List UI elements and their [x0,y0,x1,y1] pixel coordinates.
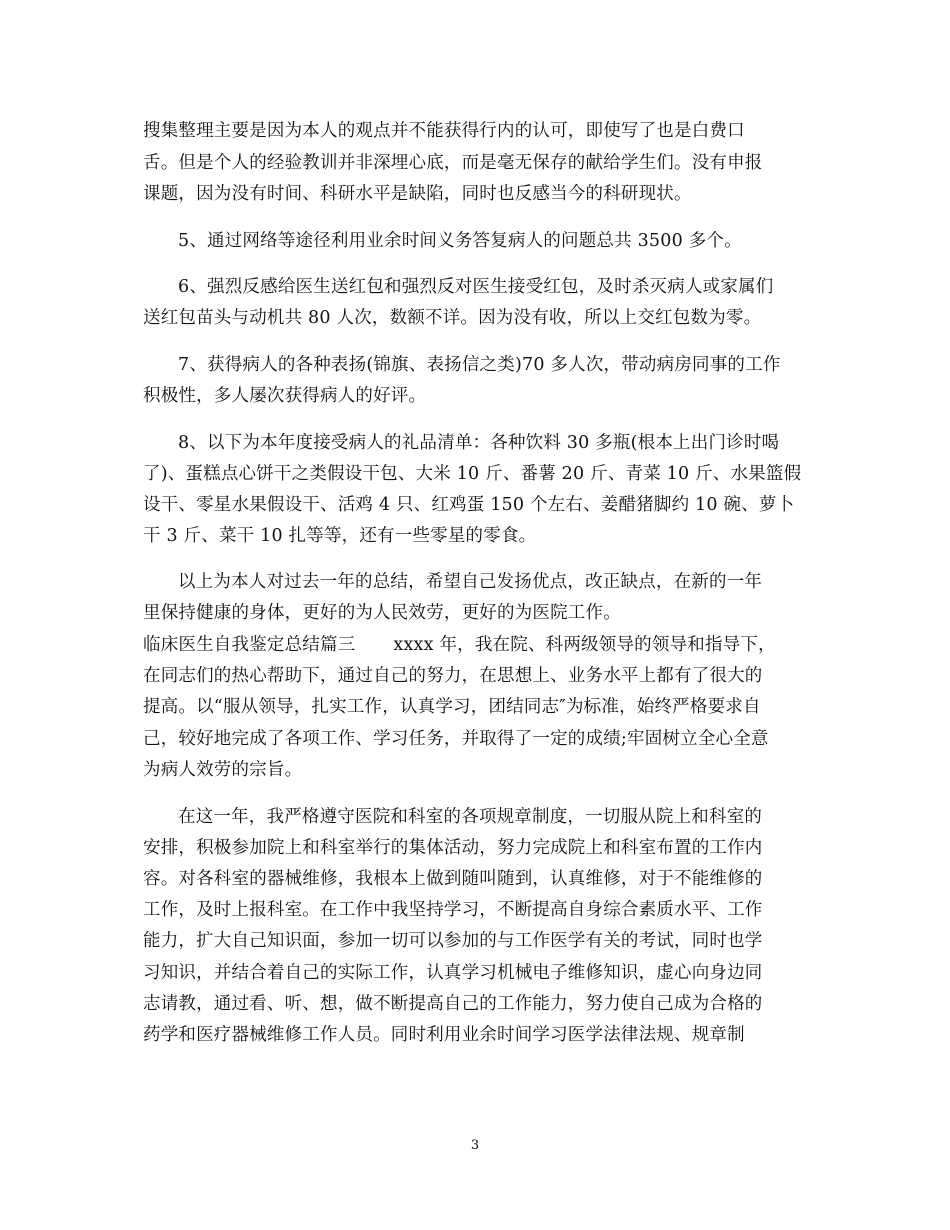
text-line: 了)、蛋糕点心饼干之类假设干包、大米 10 斤、番薯 20 斤、青菜 10 斤、水果篮假 [143,464,802,484]
text-line: 志请教，通过看、听、想，做不断提高自己的工作能力，努力使自己成为合格的 [143,994,763,1014]
text-line: 提高。以“服从领导，扎实工作，认真学习，团结同志″为标准，始终严格要求自 [143,697,761,717]
text-line: 课题，因为没有时间、科研水平是缺陷，同时也反感当今的科研现状。 [143,184,692,204]
text-line: 5、通过网络等途径利用业余时间义务答复病人的问题总共 3500 多个。 [178,231,742,251]
text-line: 舌。但是个人的经验教训并非深埋心底，而是毫无保存的献给学生们。没有申报 [143,153,763,173]
section-heading-line [143,632,823,658]
section-heading: 临床医生自我鉴定总结篇三 [143,635,356,655]
text-line: 搜集整理主要是因为本人的观点并不能获得行内的认可，即使写了也是白费口 [143,121,745,141]
text-line: 8、以下为本年度接受病人的礼品清单：各种饮料 30 多瓶(根本上出门诊时喝 [178,433,780,453]
text-line: 药学和医疗器械维修工作人员。同时利用业余时间学习医学法律法规、规章制 [143,1025,745,1045]
text-line: 送红包苗头与动机共 80 人次，数额不详。因为没有收，所以上交红包数为零。 [143,308,762,328]
text-line: 习知识，并结合着自己的实际工作，认真学习机械电子维修知识，虚心向身边同 [143,963,763,983]
text-line: 能力，扩大自己知识面，参加一切可以参加的与工作医学有关的考试，同时也学 [143,931,763,951]
page-number: 3 [470,1138,480,1153]
text-line: 己，较好地完成了各项工作、学习任务，并取得了一定的成绩;牢固树立全心全意 [143,729,769,749]
text-line: 容。对各科室的器械维修，我根本上做到随叫随到，认真维修，对于不能维修的 [143,869,763,889]
text-line: 干 3 斤、菜干 10 扎等等，还有一些零星的零食。 [143,526,537,546]
text-line: 里保持健康的身体，更好的为人民效劳，更好的为医院工作。 [143,603,621,623]
text-line: 在同志们的热心帮助下，通过自己的努力，在思想上、业务水平上都有了很大的 [143,666,763,686]
text-line: 为病人效劳的宗旨。 [143,760,303,780]
text-line: 6、强烈反感给医生送红包和强烈反对医生接受红包，及时杀灭病人或家属们 [178,277,774,297]
text-line: 积极性，多人屡次获得病人的好评。 [143,386,427,406]
text-line: 设干、零星水果假设干、活鸡 4 只、红鸡蛋 150 个左右、姜醋猪脚约 10 碗、萝卜 [143,495,795,515]
text-line: 以上为本人对过去一年的总结，希望自己发扬优点，改正缺点，在新的一年 [178,572,763,592]
text-line: 安排，积极参加院上和科室举行的集体活动，努力完成院上和科室布置的工作内 [143,838,763,858]
text-line: 7、获得病人的各种表扬(锦旗、表扬信之类)70 多人次，带动病房同事的工作 [178,355,781,375]
section-heading-continuation: xxxx 年，我在院、科两级领导的领导和指导下， [393,635,776,655]
text-line: 工作，及时上报科室。在工作中我坚持学习，不断提高自身综合素质水平、工作 [143,900,763,920]
text-line: 在这一年，我严格遵守医院和科室的各项规章制度，一切服从院上和科室的 [178,807,763,827]
